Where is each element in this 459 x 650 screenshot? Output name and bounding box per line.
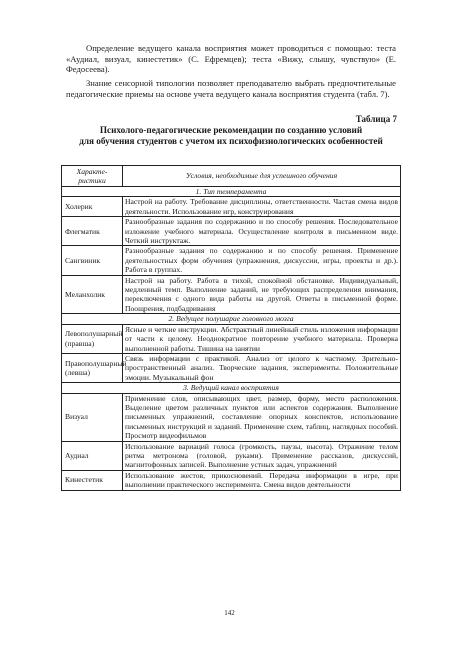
section-row (62, 383, 401, 393)
row-conditions: Применение слов, описывающих цвет, размер, форму, место расположения. Выделение цветом различных пунктов или аспектов содержания. Выполнение письменных упражнений, составление опорных конспектов, использование письменных инструкций и заданий. Применение схем, таблиц, наглядных пособий. Просмотр видеофильмов (123, 393, 401, 441)
row-conditions: Настрой на работу. Работа в тихой, спокойной обстановке. Индивидуальный, медленный темп. Выполнение заданий, не требующих распределения внимания, переключения с одного вида работы на другой. Ответы в письменной форме. Поощрения, подбадривания (123, 275, 401, 314)
table-row (62, 470, 401, 490)
row-type: Визуал (62, 393, 123, 441)
table-title-line-1: Психолого-педагогические рекомендации по созданию условий (99, 125, 363, 135)
page-number: 142 (224, 609, 235, 617)
row-type: Флегматик (62, 217, 123, 246)
section-row (62, 187, 401, 197)
section-row (62, 314, 401, 324)
table-row (62, 441, 401, 470)
row-conditions: Использование вариаций голоса (громкость, паузы, высота). Отражение телом ритма метронома (головой, руками). Применение рассказов, дискуссий, магнитофонных записей. Выполнение устных задач, упражнений (123, 441, 401, 470)
paragraph-2: Знание сенсорной типологии позволяет преподавателю выбрать предпочтительные педагогические приемы на основе учета ведущего канала восприятия студента (табл. 7). (66, 78, 396, 99)
section-title-temperament: 1. Тип темперамента (62, 187, 401, 197)
row-conditions: Связь информации с практикой. Анализ от целого к частному. Зрительно-пространственный анализ. Творческие задания, эксперименты. Положительные эмоции. Музыкальный фон (123, 353, 401, 382)
row-type: Кинестетик (62, 470, 123, 490)
table-row (62, 353, 401, 382)
section-title-hemisphere: 2. Ведущее полушарие головного мозга (62, 314, 401, 324)
row-type: Сангвиник (62, 246, 123, 275)
table-row (62, 197, 401, 217)
row-type: Холерик (62, 197, 123, 217)
row-conditions: Использование жестов, прикосновений. Передача информации в игре, при выполнении практического эксперимента. Смена видов деятельности (123, 470, 401, 490)
row-type: Меланхолик (62, 275, 123, 314)
row-type: Правополушарный (левша) (62, 353, 123, 382)
table-row (62, 275, 401, 314)
paragraph-1: Определение ведущего канала восприятия может проводиться с помощью: теста «Аудиал, визуал, кинестетик» (С. Ефремцев); теста «Вижу, слышу, чувствую» (Е. Федосеева). (66, 43, 396, 75)
row-type: Левополушарный (правша) (62, 324, 123, 353)
row-conditions: Настрой на работу. Требование дисциплины, ответственности. Частая смена видов деятельности. Использование игр, конструирования (123, 197, 401, 217)
row-conditions: Разнообразные задания по содержанию и по способу решения. Применение деятельностных форм обучения (упражнения, дискуссии, игры, проекты и др.). Работа в группах. (123, 246, 401, 275)
table-title (50, 125, 412, 147)
section-title-perception-channel: 3. Ведущий канал восприятия (62, 383, 401, 393)
recommendations-table (61, 165, 401, 491)
table-header-row (62, 166, 401, 187)
table-row (62, 246, 401, 275)
row-type: Аудиал (62, 441, 123, 470)
table-row (62, 393, 401, 441)
row-conditions: Разнообразные задания по содержанию и по способу решения. Последовательное изложение учебного материала. Осуществление контроля в письменном виде. Четкий инструктаж. (123, 217, 401, 246)
table-title-line-2: для обучения студентов с учетом их психофизиологических особенностей (79, 136, 383, 146)
table-row (62, 217, 401, 246)
header-characteristics: Характе-ристики (62, 166, 123, 187)
header-conditions: Условия, необходимые для успешного обучения (123, 166, 401, 187)
table-row (62, 324, 401, 353)
row-conditions: Ясные и четкие инструкции. Абстрактный линейный стиль изложения информации от части к целому. Неоднократное повторение учебного материала. Проверка выполненной работы. Тишина на занятии (123, 324, 401, 353)
table-number: Таблица 7 (355, 114, 397, 124)
